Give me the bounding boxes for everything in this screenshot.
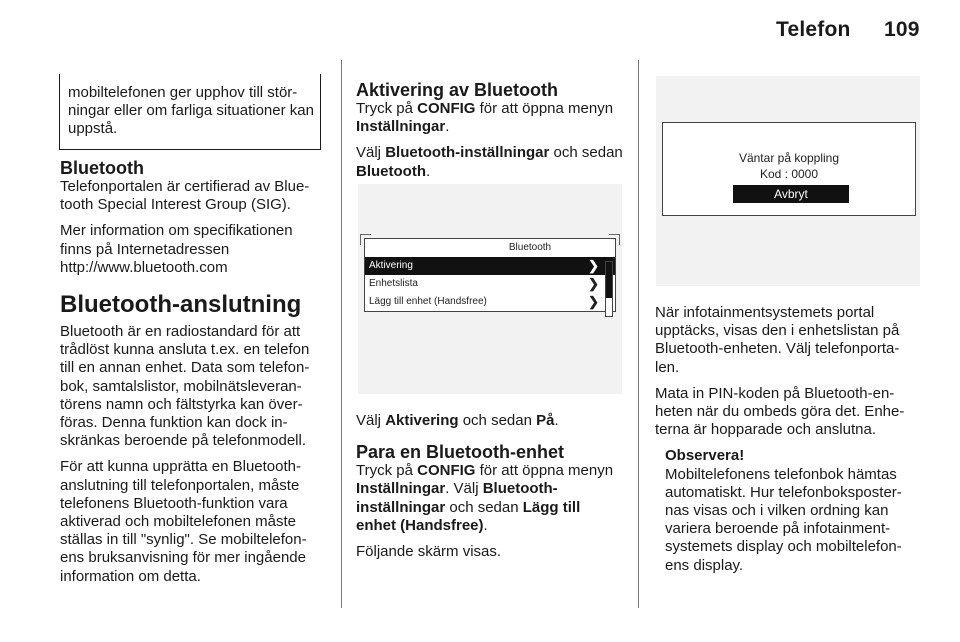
settings-keyword: Inställningar <box>356 480 446 498</box>
pin-code-text: Kod : 0000 <box>759 167 819 181</box>
page-number: 109 <box>884 18 920 41</box>
scrollbar-thumb[interactable] <box>606 262 612 298</box>
pair-device-heading: Para en Bluetooth-enhet <box>356 442 565 463</box>
bluetooth-keyword: Bluetooth <box>356 162 426 180</box>
bluetooth-menu-screenshot <box>358 184 622 394</box>
chevron-right-icon: ❯ <box>588 276 599 291</box>
select-activation-paragraph <box>356 412 624 430</box>
note-text: Mobiltelefonens telefonbok hämtas automatiskt. Hur telefonboksposter-nas visas och i vilken ordning kan variera beroende på infotainment-systemets display och mobiltelefon-ens display. <box>665 465 902 574</box>
on-keyword: På <box>536 412 555 429</box>
text-run: Välj <box>356 144 386 162</box>
chevron-right-icon: ❯ <box>588 294 599 309</box>
menu-item-label: Lägg till enhet (Handsfree) <box>369 296 487 307</box>
bluetooth-menu <box>364 238 616 312</box>
pair-paragraph-1 <box>356 462 624 535</box>
pairing-dialog-screenshot <box>656 76 920 286</box>
connection-paragraph-2: För att kunna upprätta en Bluetooth-anslutning till telefonportalen, måste telefonens Bluetooth-funktion vara aktiverad och mobiltelefonen måste ställas in till "synlig". Se mobiltelefon-ens bruksanvisning för mer ingående information om detta. <box>60 458 307 585</box>
text-run: . <box>554 412 559 429</box>
menu-title: Bluetooth <box>508 242 552 253</box>
pair-paragraph-2: Följande skärm visas. <box>356 543 502 561</box>
cancel-button[interactable]: Avbryt <box>733 185 849 203</box>
config-keyword: CONFIG <box>417 462 476 480</box>
settings-keyword: Inställningar <box>356 118 446 136</box>
text-run: Välj <box>356 412 386 429</box>
column-3 <box>655 304 923 575</box>
warning-box-continuation <box>59 74 321 150</box>
activation-keyword: Aktivering <box>385 412 459 429</box>
column-divider <box>341 60 342 608</box>
pin-paragraph: Mata in PIN-koden på Bluetooth-en-heten när du ombeds göra det. Enhe-terna är hopparade och anslutna. <box>655 384 905 439</box>
bluetooth-heading: Bluetooth <box>60 158 144 178</box>
activate-paragraph-1 <box>356 100 624 136</box>
menu-item-label: Enhetslista <box>369 278 418 289</box>
bluetooth-connection-heading: Bluetooth-anslutning <box>60 291 302 319</box>
config-keyword: CONFIG <box>417 100 476 117</box>
menu-item-label: Aktivering <box>369 260 413 271</box>
portal-paragraph: När infotainmentsystemets portal upptäcks, visas den i enhetslistan på Bluetooth-enheten. Välj telefonporta-len. <box>655 304 900 376</box>
bluetooth-paragraph-1: Telefonportalen är certifierad av Blue-tooth Special Interest Group (SIG). <box>60 178 310 214</box>
page-header-section: Telefon <box>776 18 851 41</box>
chevron-right-icon: ❯ <box>588 258 599 273</box>
text-run: . <box>445 118 450 136</box>
text-run: och sedan <box>549 144 623 162</box>
column-divider <box>638 60 639 608</box>
menu-item-activation[interactable] <box>365 257 615 275</box>
note-box <box>655 447 923 574</box>
text-run: för att öppna menyn <box>475 462 614 480</box>
activate-paragraph-2 <box>356 144 624 180</box>
text-run: . Välj <box>445 480 483 498</box>
bluetooth-paragraph-2 <box>60 222 326 277</box>
activate-bluetooth-heading: Aktivering av Bluetooth <box>356 80 559 100</box>
bluetooth-url: http://www.bluetooth.com <box>60 258 228 276</box>
pairing-dialog <box>662 122 916 216</box>
waiting-text: Väntar på koppling <box>738 151 840 165</box>
text-run: för att öppna menyn <box>475 100 614 117</box>
note-title: Observera! <box>665 447 745 465</box>
column-2 <box>356 80 624 181</box>
text-run: . <box>483 516 488 534</box>
text-run: . <box>425 162 431 180</box>
bt-settings-keyword: Bluetooth-inställningar <box>385 144 550 162</box>
menu-item-device-list[interactable] <box>365 275 615 293</box>
text-run: och sedan <box>458 412 537 429</box>
text-run: och sedan <box>445 498 523 516</box>
bluetooth-paragraph-2-text: Mer information om specifikationen finns på Internetadressen <box>60 222 293 258</box>
text-run: Tryck på <box>356 100 418 117</box>
column-2-lower <box>356 412 624 561</box>
warning-text: mobiltelefonen ger upphov till stör-ningar eller om farliga situationer kan uppstå. <box>68 84 314 138</box>
add-device-keyword: Lägg till enhet (Handsfree) <box>356 498 581 534</box>
menu-scrollbar[interactable] <box>605 261 613 317</box>
connection-paragraph-1: Bluetooth är en radiostandard för att trådlöst kunna ansluta t.ex. en telefon till en annan enhet. Data som telefon-bok, samtalslistor, mobilnätsleveran-törens namn och fältstyrka kan över-föras. Denna funktion kan dock in-skränkas beroende på telefonmodell. <box>60 323 310 450</box>
text-run: Tryck på <box>356 462 418 480</box>
bt-settings-keyword: Bluetooth-inställningar <box>356 480 558 516</box>
column-1 <box>60 158 326 586</box>
menu-item-add-device[interactable] <box>365 293 615 311</box>
